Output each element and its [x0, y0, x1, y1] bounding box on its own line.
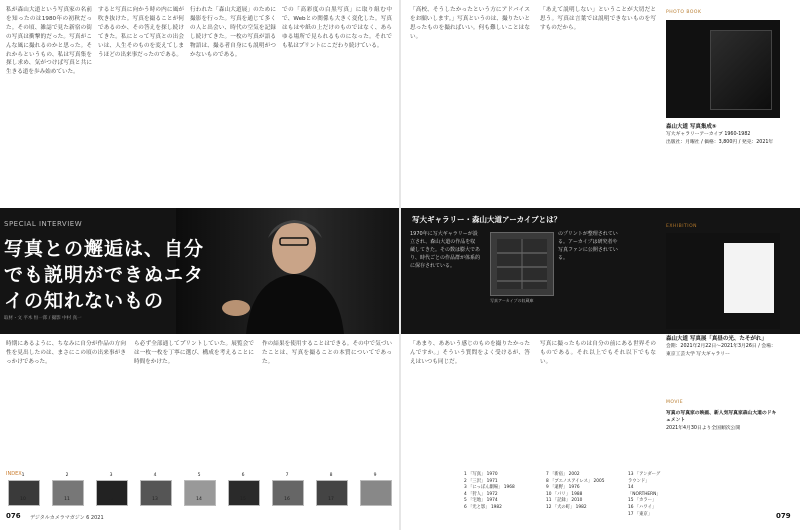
article-right-lower-column-1: 「あまり、ああいう感じのものを撮りたかったんですか。」そういう質問をよく受けるが、答えはいつも同じだ。 — [410, 341, 530, 365]
index-thumb — [140, 480, 172, 506]
index-thumb — [184, 480, 216, 506]
index-list-3 — [628, 472, 662, 518]
index-entry: 14 「NORTHERN」 — [628, 485, 661, 497]
interview-credit: 取材・文 平木 恒一郎 / 撮影 中村 真一 — [4, 316, 82, 321]
article-column-4: での「高彩度の白黒写真」に取り組む中で、Webとの関係も大きく変化した。写真はもはや紙の上だけのものではなく、あらゆる場所で見られるものになった。それでも私はプリントにこだわり続けている。 — [282, 7, 392, 49]
interview-kicker: SPECIAL INTERVIEW — [4, 220, 83, 228]
book1-image — [710, 30, 772, 110]
article-column-1: 私が森山大道という写真家の名前を知ったのは1980年の初秋だった。その頃、雑誌で見た新宿の街の写真は衝撃的だった。写真がこんな風に撮れるのかと思った。それからというもの、私は写真集を探し求め、気がつけば写真と共に生きる道を歩み始めていた。 — [6, 7, 92, 76]
index-entry: 7 「新宿」 2002 — [546, 472, 580, 477]
index-thumb — [96, 480, 128, 506]
index-entry: 12 「犬の町」 1982 — [546, 504, 587, 510]
index-thumb-number: 15 — [240, 497, 246, 502]
book2-title: 森山大道 写真展「真昼の光、たそがれ」 — [666, 336, 767, 342]
book1-tag: PHOTO BOOK — [666, 10, 702, 15]
index-list-1 — [464, 472, 542, 512]
index-entry: 16 「ハワイ」 — [628, 504, 657, 510]
index-entry: 15 「カラー」 — [628, 498, 657, 504]
index-thumb-number: 10 — [20, 497, 26, 502]
index-thumb-number: 11 — [64, 497, 70, 502]
index-thumb-number: 3 — [109, 473, 113, 478]
index-entry: 3 「にっぽん劇場」 1968 — [464, 485, 515, 491]
archive-text-1: 1970年に写大ギャラリーが設立され、森山大道の作品を収蔵してきた。その数は膨大であり、時代ごとの作品群が体系的に保存されている。 — [410, 231, 480, 269]
index-entry: 8 「ブエノスアイレス」 2005 — [546, 478, 605, 484]
index-thumb-number: 8 — [329, 473, 333, 478]
index-thumb — [316, 480, 348, 506]
book1-meta: 出版社：月曜社 / 価格：3,800円 / 発売：2021年 — [666, 139, 774, 145]
index-thumb-number: 6 — [241, 473, 245, 478]
book3-tag: MOVIE — [666, 400, 684, 405]
index-thumb-number: 14 — [196, 497, 202, 502]
article-column-3: 行われた「森山大道展」のために撮影を行った。写真を通じて多くの人と出会い、時代の空気を記録し続けてきた。一枚の写真が語る物語は、撮る者自身にも説明がつかないものである。 — [190, 7, 276, 58]
index-thumb-number: 4 — [153, 473, 157, 478]
article-right-column-2: 「あえて説明しない」ということが大切だと思う。写真は言葉では説明できないものを写すものだから。 — [540, 7, 656, 31]
index-thumb-number: 2 — [65, 473, 69, 478]
index-thumb — [52, 480, 84, 506]
index-label: INDEX — [6, 471, 22, 477]
article-lower-column-1: 時期にあるように、ちなみに自分が作品の方向性を見出したのは、まさにこの頃の出来事がきっかけであった。 — [6, 341, 126, 365]
book3-title: 写真の写真家の映画、新人気写真家森山大道のドキュメント — [666, 411, 777, 424]
index-thumb-number: 17 — [328, 497, 334, 502]
index-thumb — [272, 480, 304, 506]
book1-title: 森山大道 写真集成⑤ — [666, 124, 717, 130]
article-lower-column-3: 作の結果を使用することはできる。その中で気づいたことは、写真を撮ることの本質についてであった。 — [262, 341, 392, 365]
article-lower-column-2: ら必ず全部通してプリントしていた。展覧会では一枚一枚を丁寧に選び、構成を考えることに時間をかけた。 — [134, 341, 254, 365]
index-thumb-number: 5 — [197, 473, 201, 478]
archive-heading: 写大ギャラリー・森山大道アーカイブとは？ — [412, 215, 562, 224]
book2-info — [666, 336, 778, 358]
right-folio: 079 — [776, 512, 791, 520]
index-entry: 10 「パリ」 1988 — [546, 491, 583, 497]
index-thumb-number: 12 — [108, 497, 114, 502]
article-right-column-1: 「高校、そうしたかったという方にアドバイスをお願いします。」写真というのは、撮りたいと思ったものを撮ればいい。何も難しいことはない。 — [410, 7, 530, 40]
index-entry: 9 「遠野」 1976 — [546, 485, 580, 491]
book2-meta: 会期：2021年2月22日〜2021年3月26日 / 会場：東京工芸大学 写大ギャラリー — [666, 344, 776, 357]
left-footer-text: デジタルカメラマガジン 6 2021 — [30, 515, 104, 521]
index-thumb-number: 1 — [21, 473, 25, 478]
interview-title: 写真との邂逅は、自分でも説明ができぬエタイの知れないもの — [4, 238, 205, 312]
book2-image — [724, 243, 774, 313]
left-folio: 076 — [6, 512, 21, 520]
index-list-2 — [546, 472, 624, 512]
index-entry: 1 「写真」 1970 — [464, 472, 498, 477]
article-column-2: すると写真に向かう時の内に風が吹き抜けた。写真を撮ることが何であるのか、その答えを探し続けてきた。私にとって写真との出会いは、人生そのものを変えてしまうほどの出来事だったのである。 — [98, 7, 184, 58]
index-thumb — [228, 480, 260, 506]
index-thumb — [360, 480, 392, 506]
index-entry: 6 「光と影」 1982 — [464, 504, 502, 510]
index-thumb-number: 7 — [285, 473, 289, 478]
index-entry: 4 「狩人」 1972 — [464, 491, 498, 497]
index-thumb-number: 13 — [152, 497, 158, 502]
article-right-lower-column-2: 写真に撮ったものは自分の前にある世界そのものである。それ以上でもそれ以下でもない。 — [540, 341, 656, 365]
book3-meta: 2021年4月30日より全国順次公開 — [666, 425, 741, 431]
index-entry: 13 「アンダーグラウンド」 — [628, 472, 661, 484]
archive-photo-caption: 写真アーカイブの収蔵庫 — [490, 298, 534, 303]
index-entry: 17 「東京」 — [628, 511, 653, 517]
book1-info — [666, 124, 778, 146]
book2-tag: EXHIBITION — [666, 224, 698, 229]
archive-text-2: のプリントが整理されている。アーカイブは研究者や写真ファンに公開されている。 — [558, 231, 618, 261]
book2-cover — [666, 233, 780, 329]
index-thumb — [8, 480, 40, 506]
index-entry: 11 「記録」 2010 — [546, 498, 583, 504]
index-thumb-number: 16 — [284, 497, 290, 502]
index-entry: 2 「三沢」 1971 — [464, 478, 498, 484]
book1-subtitle: 写大ギャラリーアーカイブ 1960-1982 — [666, 132, 751, 138]
index-entry: 5 「宅地」 1974 — [464, 498, 498, 504]
index-thumb-number: 9 — [373, 473, 377, 478]
book1-cover — [666, 20, 780, 118]
book3-info — [666, 410, 778, 432]
